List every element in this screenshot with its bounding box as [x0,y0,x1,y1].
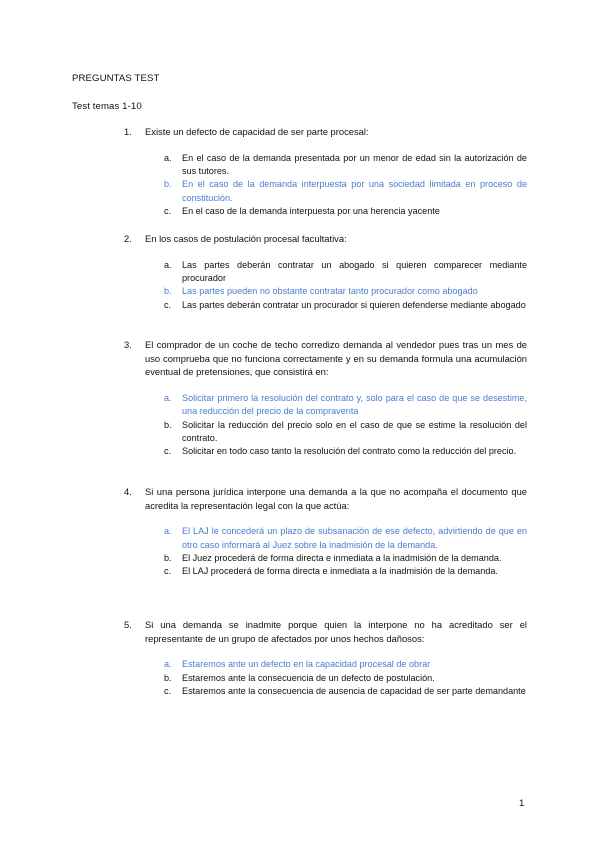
answer-option [124,672,527,685]
answer-option-correct [124,178,527,205]
answer-option-correct [124,658,527,671]
option-letter: c. [164,446,172,457]
answer-option [124,419,527,446]
option-text: El Juez procederá de forma directa e inmediata a la inadmisión de la demanda. [182,553,502,563]
answer-options [124,658,527,698]
option-text: Estaremos ante la consecuencia de ausencia de capacidad de ser parte demandante [182,686,526,696]
question-statement: Si una persona jurídica interpone una demanda a la que no acompaña el documento que acredita la representación legal con la que actúa: [145,486,527,511]
option-letter: c. [164,686,172,696]
question-text [124,485,527,512]
option-letter: a. [164,526,172,537]
question-number: 2. [124,233,132,244]
question-number: 3. [124,339,132,350]
answer-option [124,565,527,578]
answer-option [124,152,527,179]
question-4 [124,485,527,579]
option-text: El LAJ procederá de forma directa e inmediata a la inadmisión de la demanda. [182,566,498,577]
option-letter: b. [164,179,172,190]
question-5 [124,618,527,698]
option-letter: a. [164,259,172,270]
option-text: En el caso de la demanda interpuesta por una sociedad limitada en proceso de constitución. [182,179,527,203]
option-letter: b. [164,553,172,563]
option-text: Estaremos ante un defecto en la capacidad procesal de obrar [182,659,431,670]
option-letter: b. [164,286,172,297]
question-1 [124,125,527,219]
question-text [124,618,527,645]
question-statement: El comprador de un coche de techo corredizo demanda al vendedor pues tras un mes de uso comprueba que no funciona correctamente y en su demanda formula una acumulación eventual de pretensiones, que consistirá en: [145,339,527,378]
question-statement: Existe un defecto de capacidad de ser parte procesal: [145,126,369,137]
option-text: Solicitar primero la resolución del contrato y, solo para el caso de que se desestime, una reducción del precio de la compraventa [182,392,527,417]
option-text: Solicitar la reducción del precio solo en el caso de que se estime la resolución del contrato. [182,419,527,443]
document-title: PREGUNTAS TEST [72,73,160,84]
question-text [124,125,527,139]
answer-option [124,259,527,286]
question-text [124,338,527,379]
document-subtitle: Test temas 1-10 [72,101,142,112]
answer-option [124,299,527,312]
option-text: Las partes deberán contratar un procurador si quieren defenderse mediante abogado [182,299,526,310]
question-3 [124,338,527,459]
option-letter: a. [164,152,172,163]
option-letter: b. [164,672,172,683]
question-number: 5. [124,619,132,630]
answer-option [124,552,527,565]
question-number: 4. [124,486,132,497]
option-letter: a. [164,659,172,670]
question-statement: En los casos de postulación procesal facultativa: [145,233,347,244]
option-text: En el caso de la demanda presentada por un menor de edad sin la autorización de sus tutores. [182,152,527,176]
answer-option [124,445,527,458]
option-text: Las partes pueden no obstante contratar tanto procurador como abogado [182,286,478,297]
answer-options [124,259,527,313]
question-2 [124,232,527,312]
option-text: En el caso de la demanda interpuesta por una herencia yacente [182,206,440,217]
page-number: 1 [519,798,525,809]
option-text: El LAJ le concederá un plazo de subsanación de ese defecto, advirtiendo de que en otro caso informará al Juez sobre la inadmisión de la demanda. [182,526,527,550]
option-text: Estaremos ante la consecuencia de un defecto de postulación. [182,672,435,683]
answer-options [124,392,527,459]
option-letter: c. [164,566,172,577]
answer-options [124,152,527,219]
answer-option-correct [124,392,527,419]
answer-options [124,525,527,579]
question-text [124,232,527,246]
option-letter: a. [164,392,172,403]
option-letter: c. [164,299,172,310]
answer-option-correct [124,525,527,552]
option-letter: b. [164,419,172,430]
option-text: Las partes deberán contratar un abogado si quieren comparecer mediante procurador [182,259,527,283]
option-letter: c. [164,206,172,217]
answer-option-correct [124,285,527,298]
answer-option [124,205,527,218]
question-number: 1. [124,126,132,137]
question-statement: Si una demanda se inadmite porque quien la interpone no ha acreditado ser el representante de un grupo de afectados por unos hechos dañosos: [145,619,527,644]
answer-option [124,685,527,698]
option-text: Solicitar en todo caso tanto la resolución del contrato como la reducción del precio. [182,446,517,457]
